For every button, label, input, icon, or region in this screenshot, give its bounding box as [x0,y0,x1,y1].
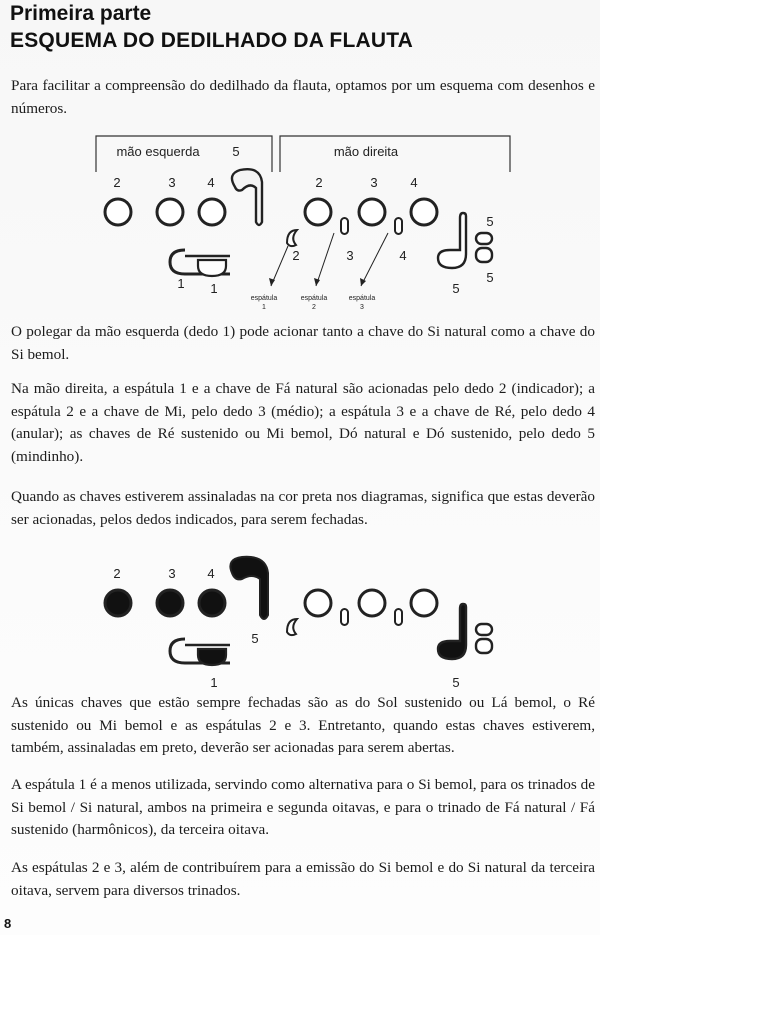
left-hand-label: mão esquerda [116,144,200,159]
c-sharp-key-icon [476,233,492,244]
finger-number: 2 [315,175,323,190]
pinky-number: 5 [452,281,460,296]
finger-number: 4 [410,175,418,190]
pinky-number: 5 [486,214,494,229]
e-flat-key-icon [438,213,466,268]
open-key-icon [411,199,437,225]
spatula-id: 3 [360,304,364,311]
page-number: 8 [4,916,12,931]
trill-lever-icon [287,619,297,635]
thumb-key-closed-icon [198,649,226,665]
trill-key-icon [341,609,348,625]
open-key-icon [359,199,385,225]
paragraph-chaves-pretas: Quando as chaves estiverem assinaladas na cor preta nos diagramas, significa que estas deverão ser acionadas, pelos dedos indicados, para serem fechadas. [11,488,595,528]
thumb-number: 1 [177,276,185,291]
finger-number: 3 [370,175,378,190]
spatula-finger-number: 3 [346,248,354,263]
section-heading: Primeira parte [10,2,152,25]
pinky-number: 5 [452,675,460,690]
thumb-number: 1 [210,281,218,296]
paragraph-sempre-fechadas: As únicas chaves que estão sempre fechadas são as do Sol sustenido ou Lá bemol, o Ré sustenido ou Mi bemol e as espátulas 2 e 3. Entretanto, quando estas chaves estiverem, também, assinaladas em preto, deverão ser acionadas para serem abertas. [11,694,595,756]
arrow-head-icon [314,278,320,286]
thumb-number: 1 [210,675,218,690]
trill-lever-icon [287,230,297,246]
finger-number: 5 [232,144,240,159]
closed-key-icon [199,590,225,616]
open-key-icon [199,199,225,225]
spatula-label: espátula [250,295,278,302]
finger-number: 3 [168,566,176,581]
pinky-number: 5 [486,270,494,285]
finger-number: 3 [168,175,176,190]
trill-key-icon [395,218,402,234]
open-key-icon [105,199,131,225]
spatula-label: espátula [300,295,328,302]
open-key-icon [411,590,437,616]
finger-number: 4 [207,175,215,190]
trill-key-icon [341,218,348,234]
open-key-icon [305,199,331,225]
c-sharp-key-icon [476,624,492,635]
right-hand-label: mão direita [333,144,399,159]
spatula-finger-number: 4 [399,248,407,263]
fingering-diagram-labeled [90,130,520,315]
paragraph-intro: Para facilitar a compreensão do dedilhado da flauta, optamos por um esquema com desenhos e números. [11,77,595,117]
spatula-label: espátula [348,295,376,302]
open-key-icon [157,199,183,225]
arrow-head-icon [360,278,366,286]
paragraph-espatula1: A espátula 1 é a menos utilizada, servindo como alternativa para o Si bemol, para os trinados de Si bemol / Si natural, ambos na primeira e segunda oitavas, e para o trinado de Fá natural / Fá sustenido (harmônicos), da terceira oitava. [11,776,595,838]
e-flat-key-closed-icon [438,604,466,659]
trill-key-icon [395,609,402,625]
paragraph-mao-direita: Na mão direita, a espátula 1 e a chave de Fá natural são acionadas pelo dedo 2 (indicador); a espátula 2 e a chave de Mi, pelo dedo 3 (médio); a espátula 3 e a chave de Ré, pelo dedo 4 (anular); as chaves de Ré sustenido ou Mi bemol, Dó natural e Dó sustenido, pelo dedo 5 (mindinho). [11,380,595,465]
paragraph-polegar: O polegar da mão esquerda (dedo 1) pode acionar tanto a chave do Si natural como a chave do Si bemol. [11,323,595,363]
spatula-id: 2 [312,304,316,311]
g-sharp-lever-icon [232,169,262,225]
c-key-icon [476,639,492,653]
paragraph-espatulas23: As espátulas 2 e 3, além de contribuírem para a emissão do Si bemol e do Si natural da terceira oitava, servem para diversos trinados. [11,859,595,899]
spatula-finger-number: 2 [292,248,300,263]
spatula-id: 1 [262,304,266,311]
closed-key-icon [105,590,131,616]
spatula-arrow [316,233,334,286]
spatula-arrow [361,233,388,286]
g-sharp-lever-closed-icon [230,557,268,619]
finger-number: 2 [113,566,121,581]
open-key-icon [359,590,385,616]
open-key-icon [305,590,331,616]
pinky-number: 5 [251,631,259,646]
thumb-key-icon [198,260,226,276]
finger-number: 4 [207,566,215,581]
page-title: ESQUEMA DO DEDILHADO DA FLAUTA [10,29,414,52]
finger-number: 2 [113,175,121,190]
fingering-diagram-closed-keys [90,555,520,695]
closed-key-icon [157,590,183,616]
c-key-icon [476,248,492,262]
